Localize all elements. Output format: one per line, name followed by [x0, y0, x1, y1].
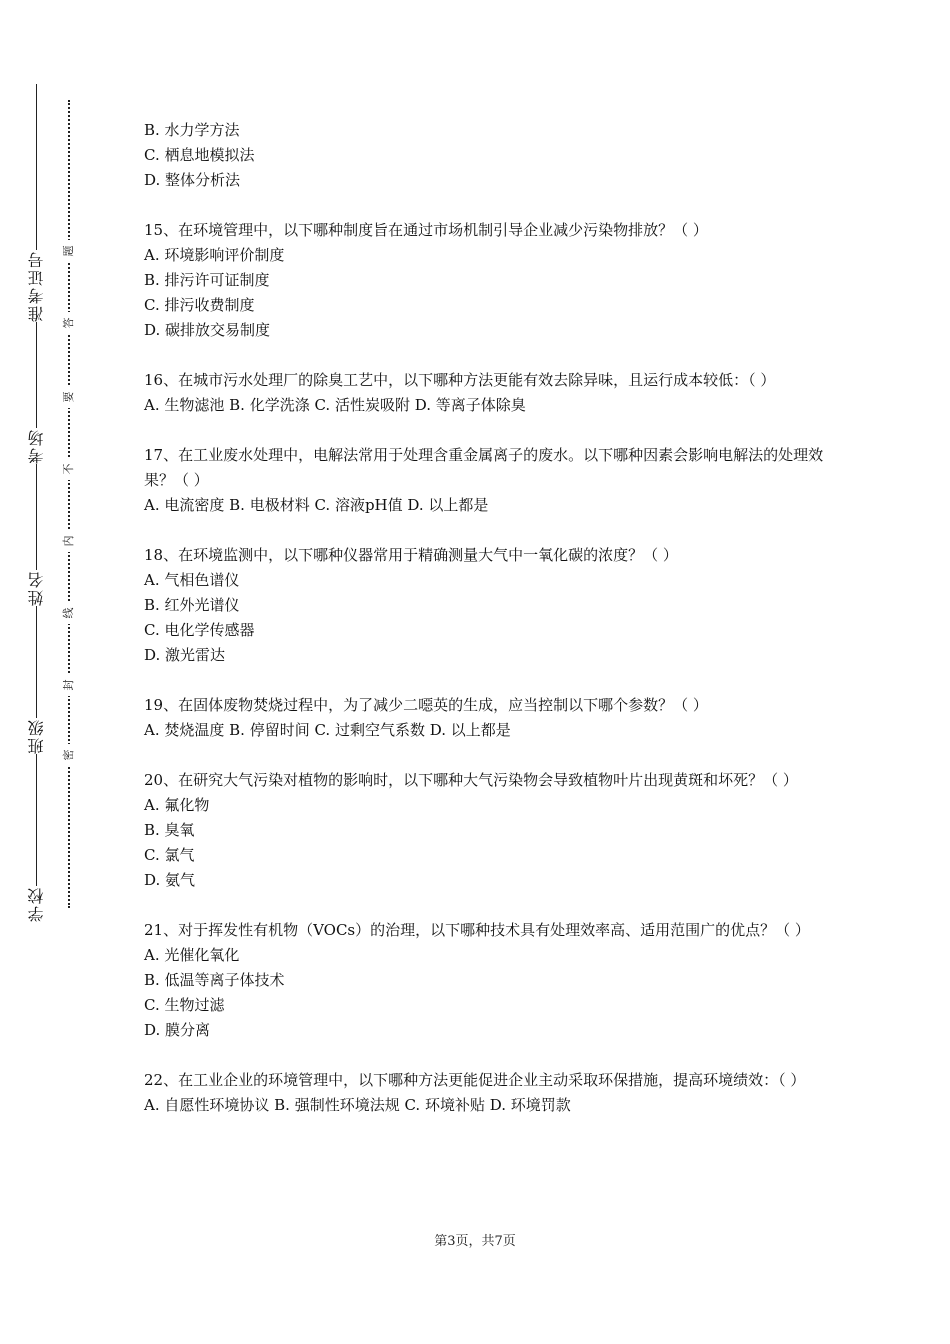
question-stem: 20、在研究大气污染对植物的影响时，以下哪种大气污染物会导致植物叶片出现黄斑和坏死？（ ）: [144, 771, 798, 789]
option: A. 气相色谱仪: [144, 571, 240, 589]
option: C. 排污收费制度: [144, 296, 255, 314]
label-name: 姓名: [22, 570, 52, 606]
option: C. 栖息地模拟法: [144, 146, 255, 164]
option: B. 低温等离子体技术: [144, 971, 285, 989]
question-17: [144, 443, 824, 518]
seal-char: 封: [62, 674, 76, 696]
question-stem: 18、在环境监测中，以下哪种仪器常用于精确测量大气中一氧化碳的浓度？（ ）: [144, 546, 678, 564]
seal-char: 答: [62, 312, 76, 334]
question-stem: 15、在环境管理中，以下哪种制度旨在通过市场机制引导企业减少污染物排放？（ ）: [144, 221, 708, 239]
question-stem: 16、在城市污水处理厂的除臭工艺中，以下哪种方法更能有效去除异味，且运行成本较低：（ ）: [144, 371, 776, 389]
option: C. 氯气: [144, 846, 195, 864]
question-19: [144, 693, 824, 743]
option-line: A. 电流密度 B. 电极材料 C. 溶液pH值 D. 以上都是: [144, 496, 489, 514]
exam-content: [144, 118, 824, 1118]
option: B. 臭氧: [144, 821, 195, 839]
option: B. 排污许可证制度: [144, 271, 270, 289]
label-school: 学校: [22, 886, 52, 922]
question-16: [144, 368, 824, 418]
option-line: A. 生物滤池 B. 化学洗涤 C. 活性炭吸附 D. 等离子体除臭: [144, 396, 526, 414]
label-exam-number: 准考证号: [22, 250, 52, 322]
seal-char: 题: [62, 240, 76, 262]
seal-char: 不: [62, 458, 76, 480]
question-stem: 22、在工业企业的环境管理中，以下哪种方法更能促进企业主动采取环保措施，提高环境绩效：（ ）: [144, 1071, 806, 1089]
question-20: [144, 768, 824, 893]
option: C. 生物过滤: [144, 996, 225, 1014]
option: D. 碳排放交易制度: [144, 321, 271, 339]
question-15: [144, 218, 824, 343]
label-class: 班级: [22, 718, 52, 754]
option: A. 环境影响评价制度: [144, 246, 285, 264]
option: A. 光催化氧化: [144, 946, 240, 964]
option: B. 水力学方法: [144, 121, 240, 139]
option: D. 氨气: [144, 871, 196, 889]
seal-char: 内: [62, 530, 76, 552]
option-line: A. 自愿性环境协议 B. 强制性环境法规 C. 环境补贴 D. 环境罚款: [144, 1096, 571, 1114]
option: B. 红外光谱仪: [144, 596, 240, 614]
question-stem: 17、在工业废水处理中，电解法常用于处理含重金属离子的废水。以下哪种因素会影响电解法的处理效果？（ ）: [144, 446, 824, 489]
seal-char: 线: [62, 602, 76, 624]
question-21: [144, 918, 824, 1043]
seal-char: 要: [62, 386, 76, 408]
binding-dotted-line: [68, 100, 70, 908]
question-18: [144, 543, 824, 668]
binding-margin: [0, 0, 110, 1344]
question-stem: 19、在固体废物焚烧过程中，为了减少二噁英的生成，应当控制以下哪个参数？（ ）: [144, 696, 708, 714]
page-footer: 第3页，共7页: [434, 1234, 516, 1249]
label-exam-room: 考场: [22, 428, 52, 464]
binding-solid-line: [36, 84, 37, 914]
question-stem: 21、对于挥发性有机物（VOCs）的治理，以下哪种技术具有处理效率高、适用范围广的优点？（ ）: [144, 921, 810, 939]
option: A. 氟化物: [144, 796, 210, 814]
seal-char: 密: [62, 744, 76, 766]
option: D. 整体分析法: [144, 171, 241, 189]
question-22: [144, 1068, 824, 1118]
option: D. 激光雷达: [144, 646, 226, 664]
continued-options: [144, 118, 824, 193]
option: C. 电化学传感器: [144, 621, 255, 639]
option-line: A. 焚烧温度 B. 停留时间 C. 过剩空气系数 D. 以上都是: [144, 721, 511, 739]
option: D. 膜分离: [144, 1021, 211, 1039]
